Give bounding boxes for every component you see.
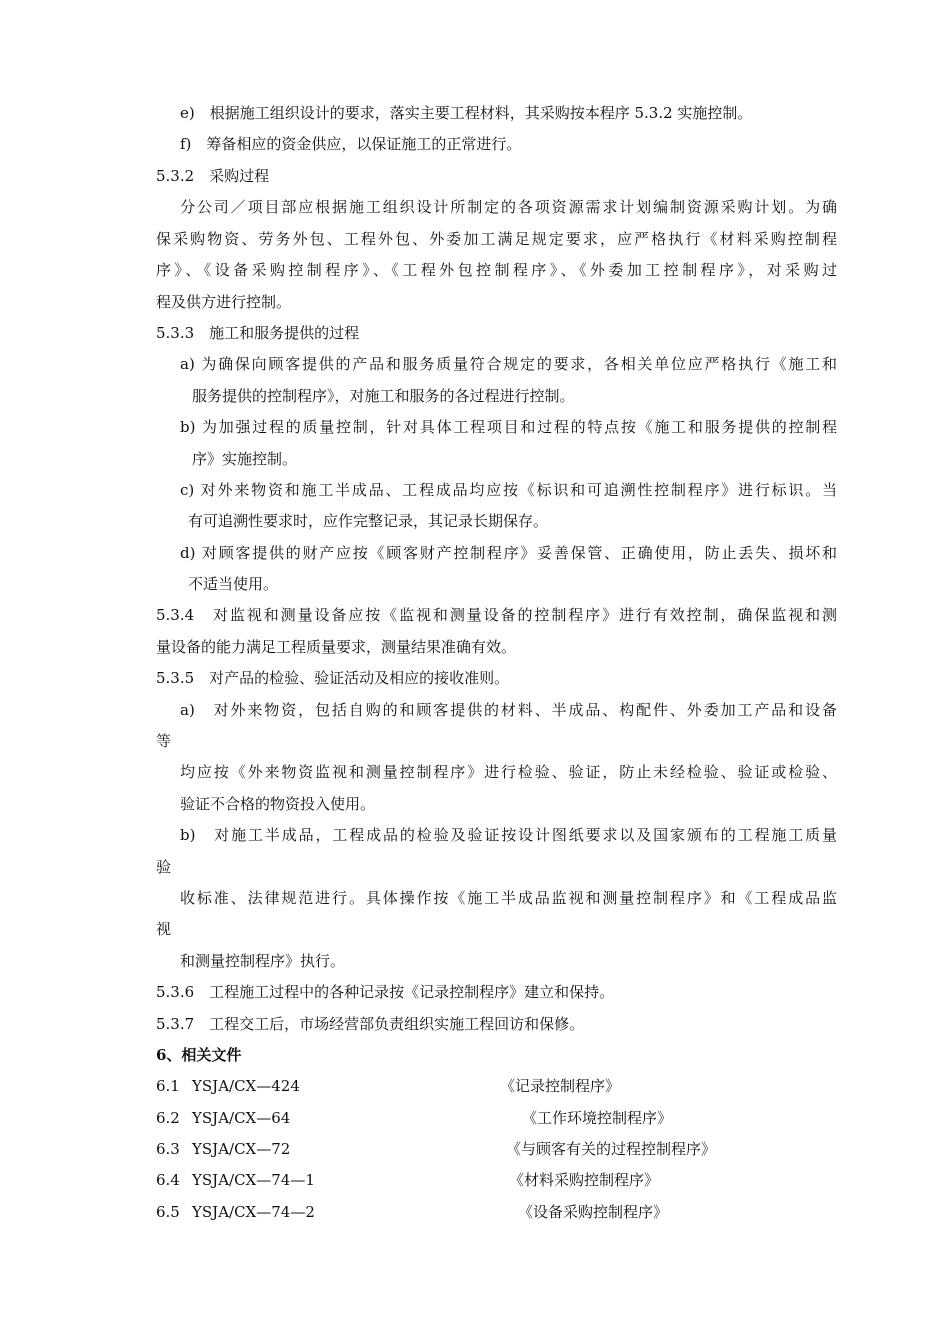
ref-title: 《记录控制程序》 [500, 1077, 621, 1095]
paragraph-line: 程及供方进行控制。 [156, 293, 292, 311]
list-item-continuation: 等 [156, 732, 172, 750]
list-item-d: d) 对顾客提供的财产应按《顾客财产控制程序》妥善保管、正确使用，防止丢失、损坏和 [180, 544, 837, 562]
section-5-3-6: 5.3.6 工程施工过程中的各种记录按《记录控制程序》建立和保持。 [156, 983, 615, 1001]
list-item-a: a) 为确保向顾客提供的产品和服务质量符合规定的要求，各相关单位应严格执行《施工和 [180, 355, 837, 373]
paragraph-line: 验证不合格的物资投入使用。 [180, 795, 376, 813]
list-item-continuation: 序》实施控制。 [192, 450, 298, 468]
list-item-continuation: 验 [156, 858, 172, 876]
section-heading-5-3-5: 5.3.5 对产品的检验、验证活动及相应的接收准则。 [156, 669, 510, 687]
ref-number: 6.3 [156, 1140, 180, 1158]
section-5-3-4: 5.3.4 对监视和测量设备应按《监视和测量设备的控制程序》进行有效控制，确保监视和测 [156, 606, 837, 624]
paragraph-line: 收标准、法律规范进行。具体操作按《施工半成品监视和测量控制程序》和《工程成品监 [180, 889, 837, 907]
ref-title: 《工作环境控制程序》 [522, 1109, 673, 1127]
ref-number: 6.1 [156, 1077, 180, 1095]
list-item-b: b) 为加强过程的质量控制，针对具体工程项目和过程的特点按《施工和服务提供的控制程 [180, 418, 837, 436]
section-heading-5-3-2: 5.3.2 采购过程 [156, 167, 270, 185]
list-item-continuation: 有可追溯性要求时，应作完整记录，其记录长期保存。 [188, 512, 549, 530]
section-5-3-7: 5.3.7 工程交工后，市场经营部负责组织实施工程回访和保修。 [156, 1015, 585, 1033]
list-item-continuation: 服务提供的控制程序》，对施工和服务的各过程进行控制。 [192, 387, 575, 405]
ref-number: 6.2 [156, 1109, 180, 1127]
paragraph-line: 保采购物资、劳务外包、工程外包、外委加工满足规定要求，应严格执行《材料采购控制程 [156, 230, 837, 248]
ref-code: YSJA/CX—74—1 [192, 1171, 315, 1189]
list-item-c: c) 对外来物资和施工半成品、工程成品均应按《标识和可追溯性控制程序》进行标识。当 [180, 481, 837, 499]
ref-title: 《设备采购控制程序》 [518, 1203, 669, 1221]
paragraph-line: 量设备的能力满足工程质量要求，测量结果准确有效。 [156, 638, 517, 656]
list-item-a: a) 对外来物资，包括自购的和顾客提供的材料、半成品、构配件、外委加工产品和设备 [180, 701, 837, 719]
paragraph-line: 分公司／项目部应根据施工组织设计所制定的各项资源需求计划编制资源采购计划。为确 [180, 198, 837, 216]
section-heading-5-3-3: 5.3.3 施工和服务提供的过程 [156, 324, 360, 342]
paragraph-line: 和测量控制程序》执行。 [180, 952, 346, 970]
ref-number: 6.5 [156, 1203, 180, 1221]
list-item-f: f) 筹备相应的资金供应，以保证施工的正常进行。 [180, 135, 522, 153]
ref-title: 《材料采购控制程序》 [509, 1171, 660, 1189]
list-item-b: b) 对施工半成品，工程成品的检验及验证按设计图纸要求以及国家颁布的工程施工质量 [180, 826, 837, 844]
ref-code: YSJA/CX—72 [192, 1140, 291, 1158]
list-item-e: e) 根据施工组织设计的要求，落实主要工程材料，其采购按本程序 5.3.2 实施控制。 [180, 104, 753, 122]
paragraph-line: 序》、《设备采购控制程序》、《工程外包控制程序》、《外委加工控制程序》，对采购过 [156, 261, 837, 279]
ref-code: YSJA/CX—64 [192, 1109, 291, 1127]
ref-title: 《与顾客有关的过程控制程序》 [506, 1140, 717, 1158]
ref-code: YSJA/CX—74—2 [192, 1203, 315, 1221]
list-item-continuation: 不适当使用。 [188, 575, 279, 593]
paragraph-line: 均应按《外来物资监视和测量控制程序》进行检验、验证，防止未经检验、验证或检验、 [180, 763, 837, 781]
paragraph-line: 视 [156, 920, 172, 938]
ref-code: YSJA/CX—424 [192, 1077, 300, 1095]
section-heading-6: 6、相关文件 [156, 1046, 242, 1064]
ref-number: 6.4 [156, 1171, 180, 1189]
